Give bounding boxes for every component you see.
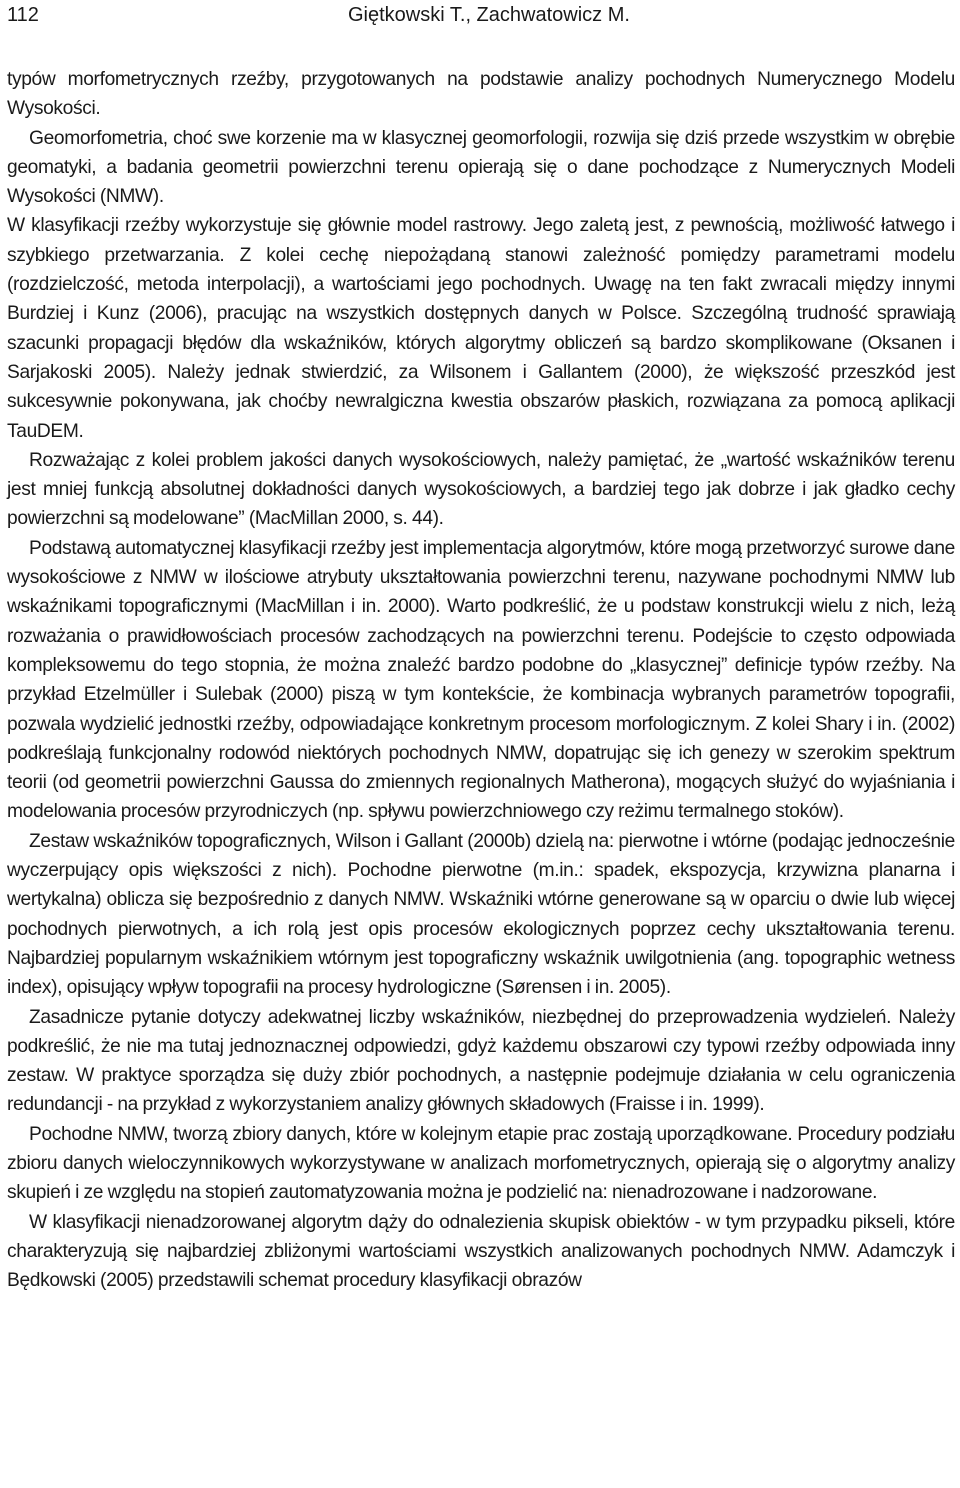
paragraph: Zasadnicze pytanie dotyczy adekwatnej liczby wskaźników, niezbędnej do przeprowadzenia wydzieleń. Należy podkreślić, że nie ma tutaj jednoznacznej odpowiedzi, gdyż każdemu obszarowi czy typowi rzeźby odpowiada inny zestaw. W praktyce sporządza się duży zbiór pochodnych, a następnie podejmuje działania w celu ograniczenia redundancji - na przykład z wykorzystaniem analizy głównych składowych (Fraisse i in. 1999). [7,1006,955,1116]
paragraph: W klasyfikacji nienadzorowanej algorytm dąży do odnalezienia skupisk obiektów - w tym przypadku pikseli, które charakteryzują się najbardziej zbliżonymi wartościami wszystkich analizowanych pochodnych NMW. Adamczyk i Będkowski (2005) przedstawili schemat procedury klasyfikacji obrazów [7,1211,955,1292]
page-number: 112 [7,4,39,26]
paragraph: Zestaw wskaźników topograficznych, Wilson i Gallant (2000b) dzielą na: pierwotne i wtórne (podając jednocześnie wyczerpujący opis większości z nich). Pochodne pierwotne (m.in.: spadek, ekspozycja, krzywizna planarna i wertykalna) oblicza się bezpośrednio z danych NMW. Wskaźniki wtórne generowane są w oparciu o dwie lub więcej pochodnych pierwotnych, a ich rolą jest opis procesów ekologicznych poprzez cechy ukształtowania terenu. Najbardziej popularnym wskaźnikiem wtórnym jest topograficzny wskaźnik uwilgotnienia (ang. topographic wetness index), opisujący wpływ topografii na procesy hydrologiczne (Sørensen i in. 2005). [7,830,955,999]
paragraph: Pochodne NMW, tworzą zbiory danych, które w kolejnym etapie prac zostają uporządkowane. Procedury podziału zbioru danych wieloczynnikowych wykorzystywane w analizach morfometrycznych, opierają się o algorytmy analizy skupień i ze względu na stopień zautomatyzowania można je podzielić na: nienadrozowane i nadzorowane. [7,1123,955,1204]
paragraph: typów morfometrycznych rzeźby, przygotowanych na podstawie analizy pochodnych Numerycznego Modelu Wysokości. [7,69,955,120]
paragraph: Rozważając z kolei problem jakości danych wysokościowych, należy pamiętać, że „wartość wskaźników terenu jest mniej funkcją absolutnej dokładności danych wysokościowych, a bardziej tego jak dobrze i jak gładko cechy powierzchni są modelowane” (MacMillan 2000, s. 44). [7,449,955,530]
paragraph: W klasyfikacji rzeźby wykorzystuje się głównie model rastrowy. Jego zaletą jest, z pewnością, możliwość łatwego i szybkiego przetwarzania. Z kolei cechę niepożądaną stanowi zależność pomiędzy parametrami modelu (rozdzielczość, metoda interpolacji), a wartościami jego pochodnych. Uwagę na ten fakt zwracali między innymi Burdziej i Kunz (2006), pracując na wszystkich dostępnych danych w Polsce. Szczególną trudność sprawiają szacunki propagacji błędów dla wskaźników, których algorytmy obliczeń są bardzo skomplikowane (Oksanen i Sarjakoski 2005). Należy jednak stwierdzić, za Wilsonem i Gallantem (2000), że większość przeszkód jest sukcesywnie pokonywana, jak choćby newralgiczna kwestia obszarów płaskich, rozwiązana za pomocą aplikacji TauDEM. [7,215,955,442]
page-header [0,0,960,30]
paragraph: Geomorfometria, choć swe korzenie ma w klasycznej geomorfologii, rozwija się dziś przede wszystkim w obrębie geomatyki, a badania geometrii powierzchni terenu opierają się o dane pochodzące z Numerycznych Modeli Wysokości (NMW). [7,127,955,208]
body-text [7,65,955,1295]
paragraph: Podstawą automatycznej klasyfikacji rzeźby jest implementacja algorytmów, które mogą przetworzyć surowe dane wysokościowe z NMW w ilościowe atrybuty ukształtowania powierzchni terenu, nazywane pochodnymi NMW lub wskaźnikami topograficznymi (MacMillan i in. 2000). Warto podkreślić, że u podstaw konstrukcji wielu z nich, leżą rozważania o prawidłowościach procesów zachodzących na powierzchni terenu. Podejście to często odpowiada kompleksowemu do tego stopnia, że można znaleźć bardzo podobne do „klasycznej” definicje typów rzeźby. Na przykład Etzelmüller i Sulebak (2000) piszą w tym kontekście, że kombinacja wybranych parametrów topografii, pozwala wydzielić jednostki rzeźby, odpowiadające konkretnym procesom morfologicznym. Z kolei Shary i in. (2002) podkreślają funkcjonalny rodowód niektórych pochodnych NMW, dopatrując się ich genezy w szerokim spektrum teorii (od geometrii powierzchni Gaussa do zmiennych regionalnych Matherona), mogących służyć do wyjaśniania i modelowania procesów przyrodniczych (np. spływu powierzchniowego czy reżimu termalnego stoków). [7,537,955,823]
running-head: Giętkowski T., Zachwatowicz M. [348,4,630,26]
